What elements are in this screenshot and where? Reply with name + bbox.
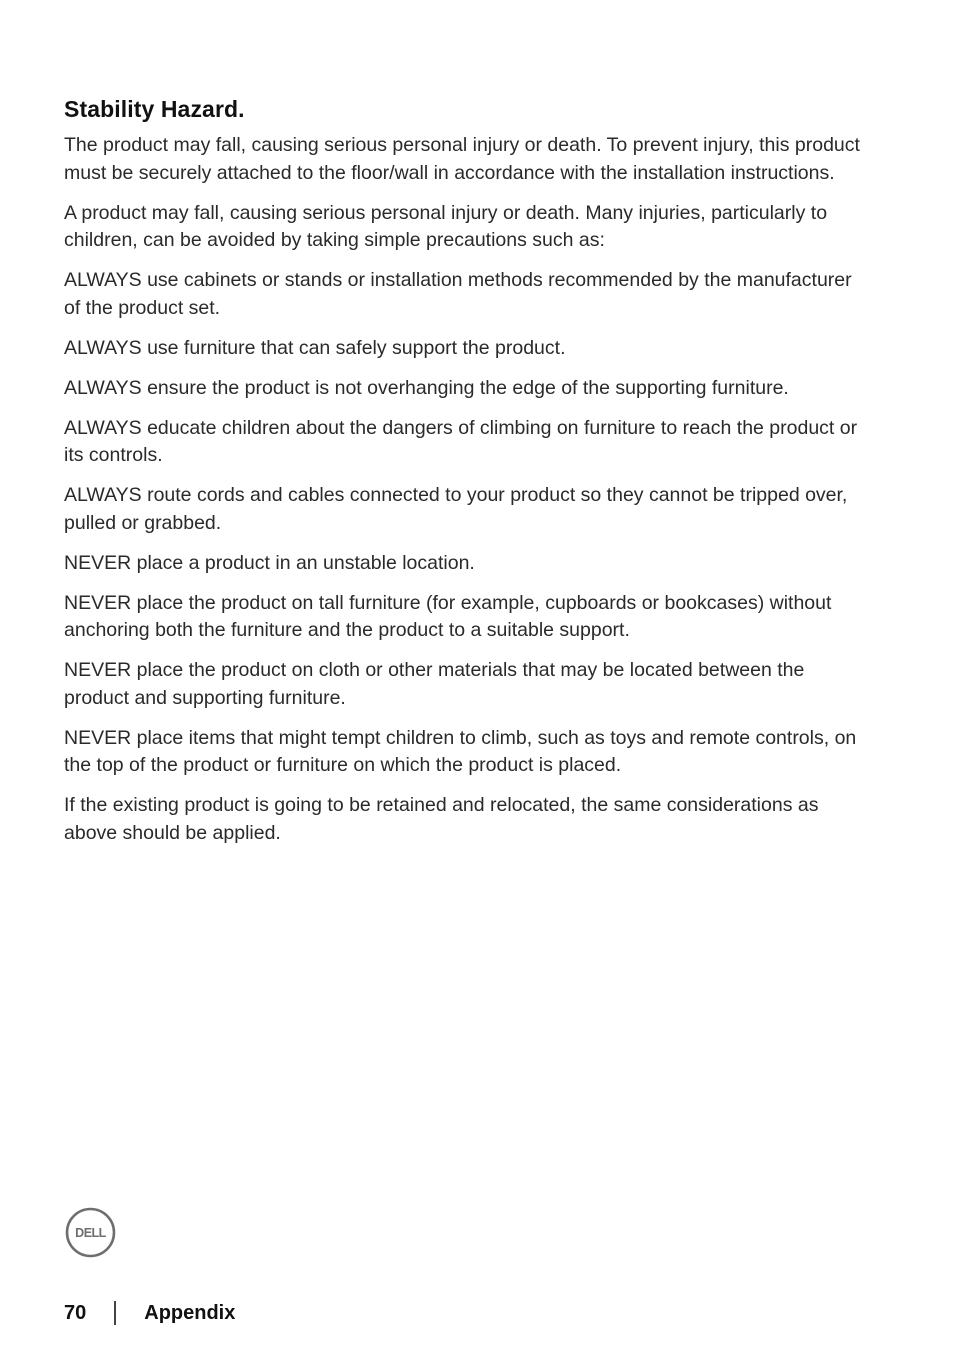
paragraph: The product may fall, causing serious personal injury or death. To prevent injury, this product must be securely attached to the floor/wall in accordance with the installation instructions. bbox=[64, 134, 860, 184]
paragraph: NEVER place a product in an unstable location. bbox=[64, 551, 475, 574]
section-title: Stability Hazard. bbox=[64, 96, 245, 122]
paragraph: NEVER place items that might tempt children to climb, such as toys and remote controls, on the top of the product or furniture on which the product is placed. bbox=[64, 726, 857, 776]
paragraph: A product may fall, causing serious personal injury or death. Many injuries, particularly to children, can be avoided by taking simple precautions such as: bbox=[64, 201, 828, 251]
paragraph: ALWAYS route cords and cables connected to your product so they cannot be tripped over, pulled or grabbed. bbox=[64, 484, 848, 534]
dell-logo-icon bbox=[65, 1207, 116, 1258]
paragraph: NEVER place the product on cloth or other materials that may be located between the product and supporting furniture. bbox=[64, 659, 805, 709]
dell-logo bbox=[65, 1207, 116, 1258]
dell-logo-text: DELL bbox=[75, 1226, 106, 1240]
paragraph: ALWAYS use cabinets or stands or installation methods recommended by the manufacturer of the product set. bbox=[64, 269, 852, 319]
paragraph: If the existing product is going to be retained and relocated, the same considerations as above should be applied. bbox=[64, 794, 819, 844]
paragraph: ALWAYS ensure the product is not overhanging the edge of the supporting furniture. bbox=[64, 376, 789, 399]
footer-divider bbox=[114, 1301, 116, 1325]
page-footer bbox=[64, 1297, 235, 1329]
paragraph: NEVER place the product on tall furniture (for example, cupboards or bookcases) without anchoring both the furniture and the product to a suitable support. bbox=[64, 591, 832, 641]
document-body bbox=[64, 92, 864, 860]
page-number: 70 bbox=[64, 1301, 87, 1324]
footer-section-name: Appendix bbox=[144, 1301, 236, 1324]
paragraph: ALWAYS educate children about the dangers of climbing on furniture to reach the product or its controls. bbox=[64, 416, 858, 466]
paragraph: ALWAYS use furniture that can safely support the product. bbox=[64, 336, 566, 359]
